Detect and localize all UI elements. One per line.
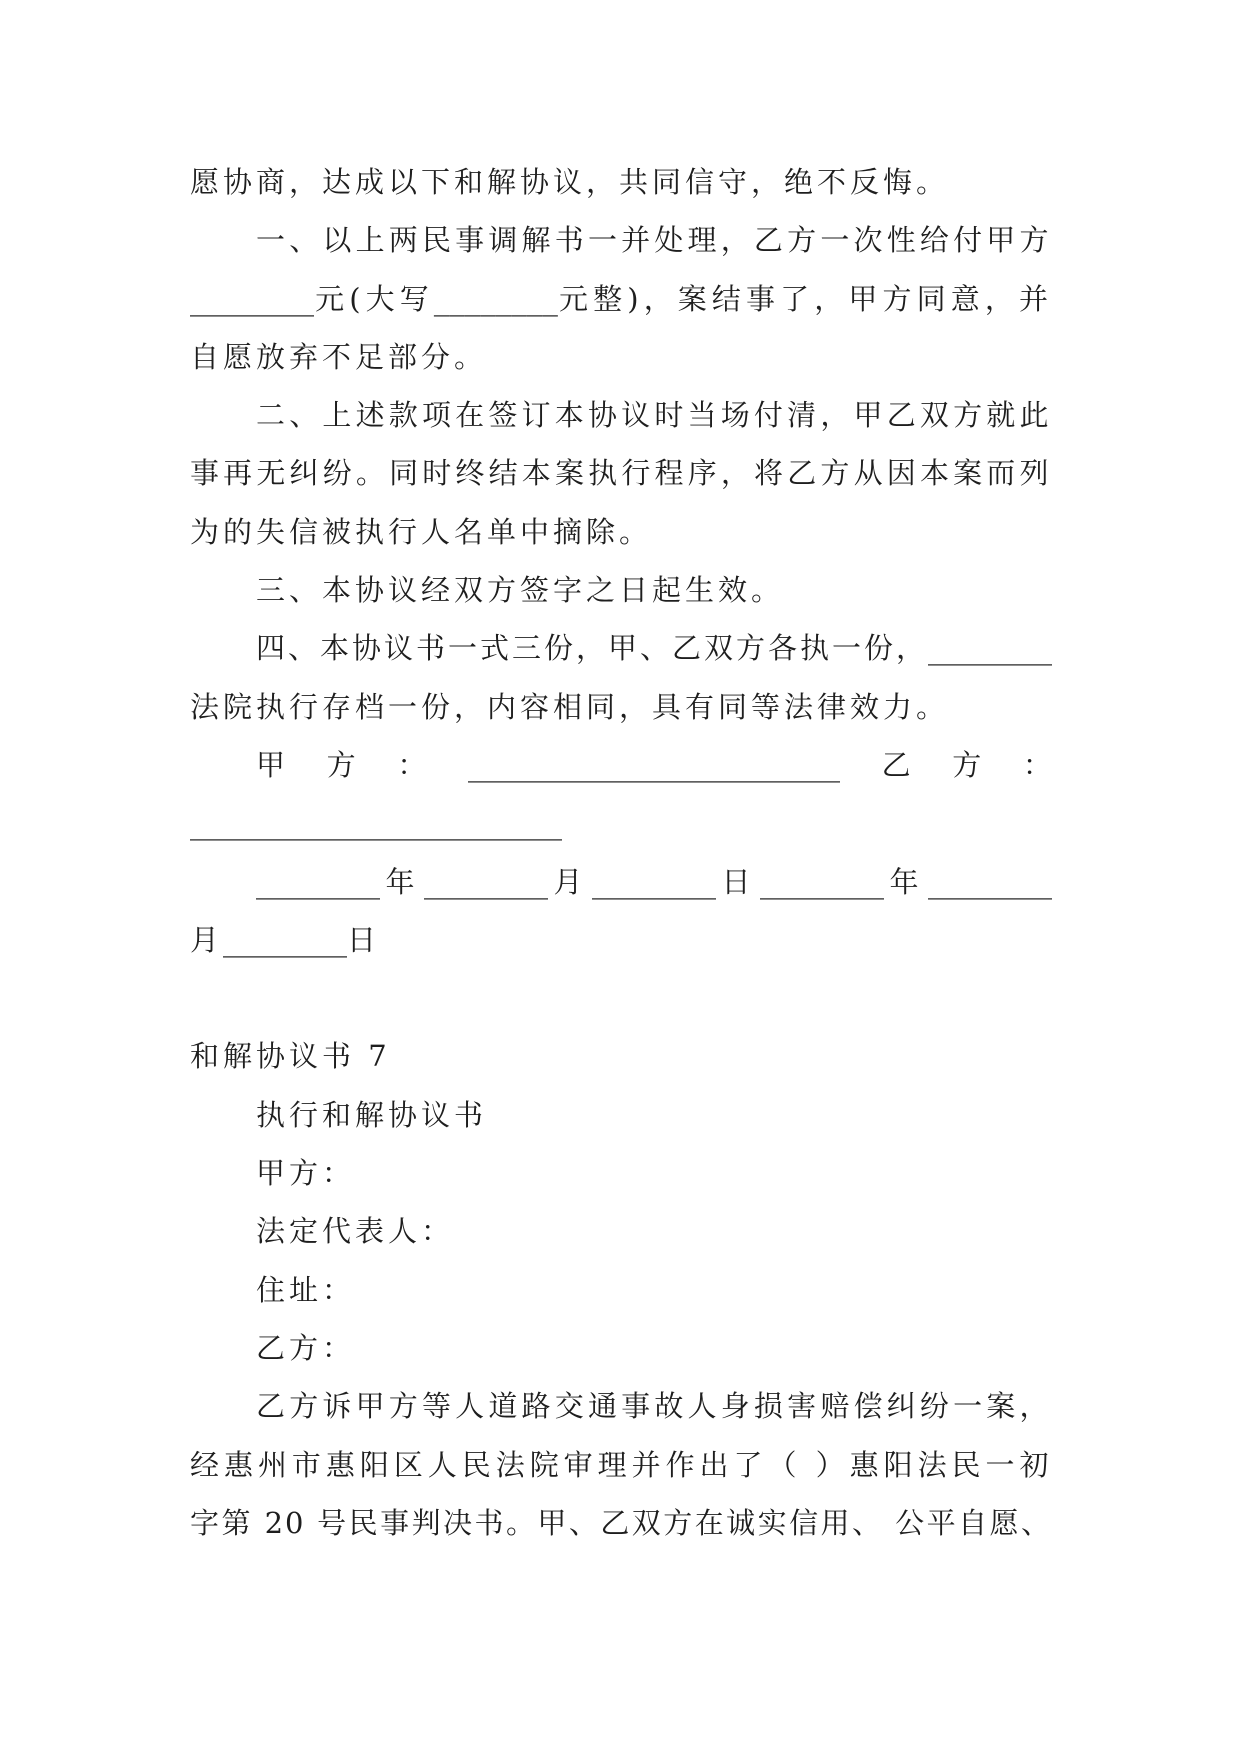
section-gap <box>190 969 1052 1027</box>
date-b-year-blank: ________ <box>760 863 884 900</box>
date-b-day-label: 日 <box>347 922 381 957</box>
date-a-year-label: 年 <box>380 864 424 899</box>
clause-2-line-2: 事再无纠纷。同时终结本案执行程序，将乙方从因本案而列 <box>190 456 1052 491</box>
party-a-field: 甲方： <box>256 1156 356 1191</box>
date-a-month-blank: ________ <box>424 863 548 900</box>
date-a-day-label: 日 <box>716 864 760 899</box>
clause-4-line-1 <box>190 619 1052 677</box>
party-b-label-char-1: 乙 <box>881 747 911 782</box>
party-a-label-char-2: 方 <box>326 747 356 782</box>
party-b-signature-blank: ________________________ <box>190 805 562 842</box>
party-b-field: 乙方： <box>256 1330 356 1365</box>
document-body <box>190 153 1052 1552</box>
clause-1-line-2 <box>190 270 1052 328</box>
date-a-year-blank: ________ <box>256 863 380 900</box>
document-title: 执行和解协议书 <box>256 1097 488 1132</box>
amount-words-blank: ________ <box>433 280 558 317</box>
party-a-signature-blank: ________________________ <box>467 746 840 783</box>
clause-1-line-2-rest: 元整)，案结事了，甲方同意，并 <box>557 281 1052 316</box>
date-b-month-label: 月 <box>190 922 224 957</box>
date-a-day-blank: ________ <box>592 863 716 900</box>
party-b-label-colon: ： <box>1022 747 1052 782</box>
date-row <box>190 853 1052 911</box>
date-a-month-label: 月 <box>548 864 592 899</box>
date-b-day-blank: ________ <box>223 921 348 958</box>
court-name-blank: ________ <box>928 630 1052 667</box>
date-b-month-blank: ________ <box>928 863 1052 900</box>
clause-4-line-1-text: 四、本协议书一式三份，甲、乙双方各执一份， <box>256 631 928 666</box>
body-line-3: 字第 20 号民事判决书。甲、乙双方在诚实信用、 公平自愿、 <box>190 1505 1052 1540</box>
address-field: 住址： <box>256 1272 356 1307</box>
body-line-2: 经惠州市惠阳区人民法院审理并作出了（ ）惠阳法民一初 <box>190 1447 1052 1482</box>
amount-figures-blank: ________ <box>190 280 314 317</box>
clause-2-line-1: 二、上述款项在签订本协议时当场付清，甲乙双方就此 <box>256 398 1052 433</box>
legal-representative-field: 法定代表人： <box>256 1214 455 1249</box>
date-row-continued <box>190 911 1052 969</box>
preamble-end-line: 愿协商，达成以下和解协议，共同信守，绝不反悔。 <box>190 165 950 199</box>
clause-1-line-1: 一、以上两民事调解书一并处理，乙方一次性给付甲方 <box>256 223 1052 258</box>
party-a-label-char-1: 甲 <box>256 747 286 782</box>
body-line-1: 乙方诉甲方等人道路交通事故人身损害赔偿纠纷一案， <box>256 1389 1052 1424</box>
signature-row <box>190 736 1052 794</box>
party-b-label-char-2: 方 <box>952 747 982 782</box>
section-heading: 和解协议书 7 <box>190 1039 391 1074</box>
party-b-signature-line <box>190 794 1052 852</box>
clause-4-line-2: 法院执行存档一份，内容相同，具有同等法律效力。 <box>190 689 950 724</box>
clause-1-line-3: 自愿放弃不足部分。 <box>190 339 488 374</box>
amount-unit-text: 元(大写 <box>314 281 434 316</box>
clause-2-line-3: 为的失信被执行人名单中摘除。 <box>190 514 653 549</box>
clause-3-line-1: 三、本协议经双方签字之日起生效。 <box>256 573 785 608</box>
party-a-label-colon: ： <box>397 747 427 782</box>
date-b-year-label: 年 <box>884 864 928 899</box>
